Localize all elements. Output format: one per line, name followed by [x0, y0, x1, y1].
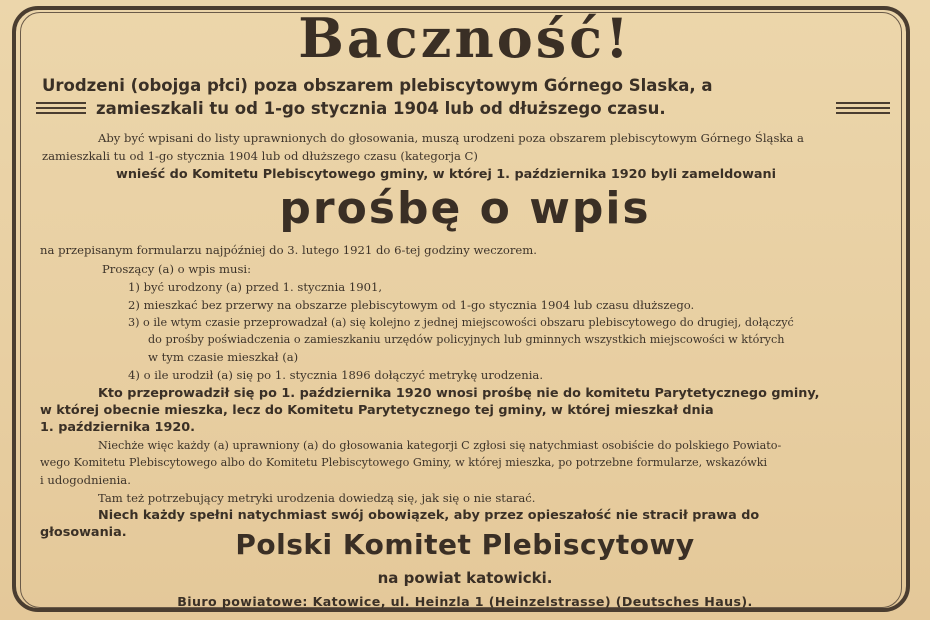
para3-text: Tam też potrzebujący metryki urodzenia dowiedzą się, jak się o nie starać.: [98, 491, 536, 505]
para2-line-2: wego Komitetu Plebiscytowego albo do Komitetu Plebiscytowego Gminy, w której mieszka, po potrzebne formularze, wskazówki: [40, 456, 768, 469]
intro-line-1: Urodzeni (obojga płci) poza obszarem plebiscytowym Górnego Slaska, a: [42, 76, 713, 95]
para1-line-1: Aby być wpisani do listy uprawnionych do głosowania, muszą urodzeni poza obszarem plebiscytowym Górnego Śląska a: [98, 131, 804, 145]
page-title: Baczność!: [298, 6, 632, 70]
office-address: Biuro powiatowe: Katowice, ul. Heinzla 1 (Heinzelstrasse) (Deutsches Haus).: [177, 594, 753, 609]
deadline-text: na przepisanym formularzu najpóźniej do 3. lutego 1921 do 6-tej godziny weczorem.: [40, 243, 537, 257]
para2-line-1: Niechże więc każdy (a) uprawniony (a) do głosowania kategorji C zgłosi się natychmiast osobiście do polskiego Powiato-: [98, 439, 782, 452]
organization-subtitle: na powiat katowicki.: [377, 569, 553, 587]
right-rule-ornament: [836, 102, 890, 114]
request-heading: prośbę o wpis: [279, 183, 651, 234]
para1-line-3: wnieść do Komitetu Plebiscytowego gminy, w której 1. października 1920 byli zameldowani: [116, 167, 777, 182]
requirement-3-line-2: do prośby poświadczenia o zamieszkaniu urzędów policyjnych lub gminnych wszystkich miejscowości w których: [148, 333, 785, 346]
call-line-2: głosowania.: [40, 525, 127, 540]
applicant-intro: Proszący (a) o wpis musi:: [102, 262, 252, 276]
moved-notice-line-3: 1. października 1920.: [40, 420, 196, 435]
requirement-1: 1) być urodzony (a) przed 1. stycznia 1901,: [128, 280, 383, 294]
para1-line-2: zamieszkali tu od 1-go stycznia 1904 lub od dłuższego czasu (kategorja C): [42, 149, 478, 163]
moved-notice-line-2: w której obecnie mieszka, lecz do Komitetu Parytetycznego tej gminy, w której mieszkał dnia: [40, 403, 714, 418]
intro-line-2: zamieszkali tu od 1-go stycznia 1904 lub od dłuższego czasu.: [96, 99, 666, 118]
left-rule-ornament: [36, 102, 86, 114]
moved-notice-line-1: Kto przeprowadził się po 1. października 1920 wnosi prośbę nie do komitetu Parytetycznego gminy,: [98, 386, 820, 401]
para2-line-3: i udogodnienia.: [40, 473, 131, 487]
requirement-3-line-1: 3) o ile wtym czasie przeprowadzał (a) się kolejno z jednej miejscowości obszaru plebiscytowego do drugiej, dołączyć: [128, 316, 794, 329]
requirement-2: 2) mieszkać bez przerwy na obszarze plebiscytowym od 1-go stycznia 1904 lub czasu dłuższego.: [128, 298, 695, 312]
requirement-3-line-3: w tym czasie mieszkał (a): [148, 350, 299, 364]
call-line-1: Niech każdy spełni natychmiast swój obowiązek, aby przez opieszałość nie stracił prawa do: [98, 508, 760, 523]
organization-name: Polski Komitet Plebiscytowy: [235, 528, 695, 561]
requirement-4: 4) o ile urodził (a) się po 1. stycznia 1896 dołączyć metrykę urodzenia.: [128, 368, 544, 382]
